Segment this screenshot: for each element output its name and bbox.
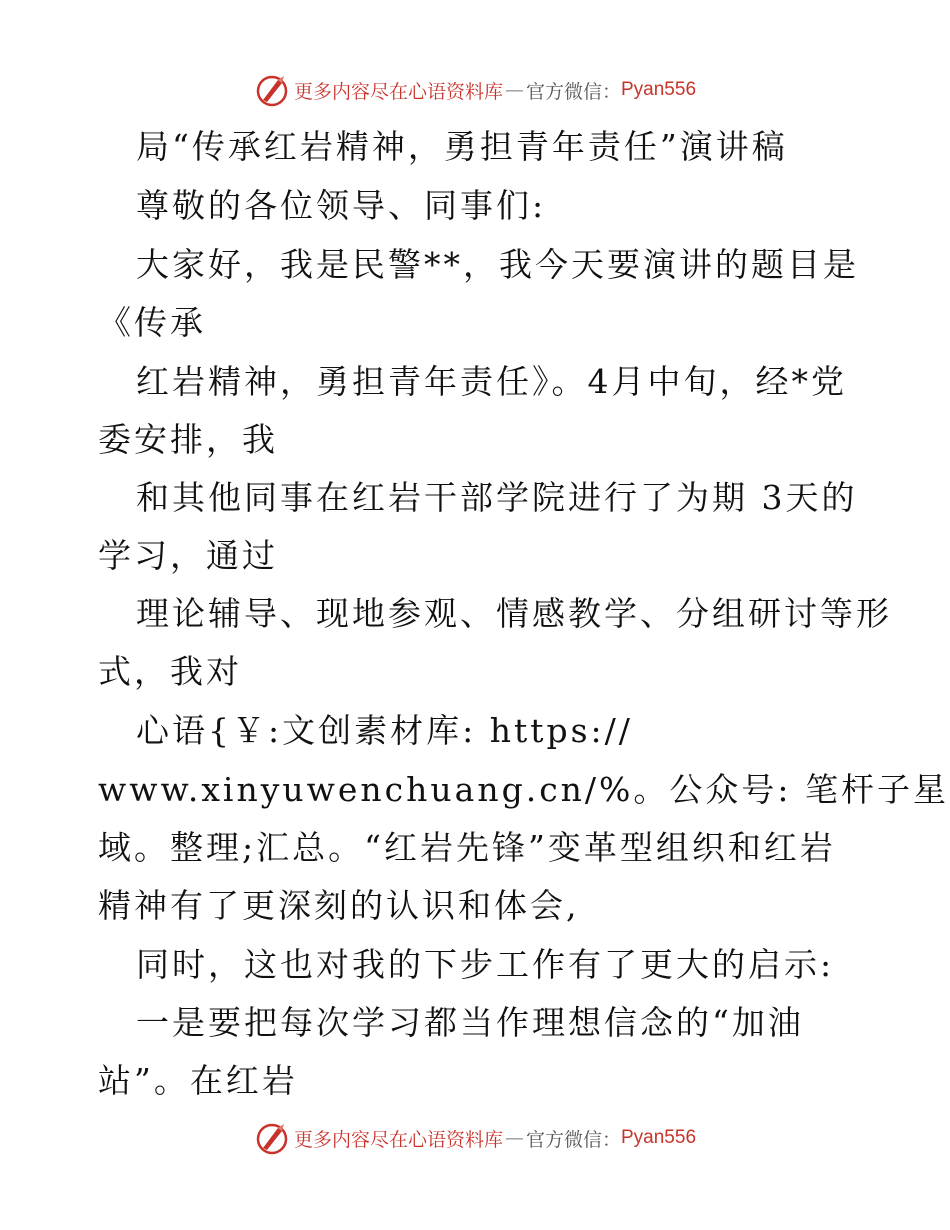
- document-line: 精神有了更深刻的认识和体会,: [98, 886, 580, 925]
- document-line: 心语{￥:文创素材库: https://: [136, 711, 633, 750]
- banner-subtext: 官方微信：: [525, 80, 621, 103]
- document-line-url: www.xinyuwenchuang.cn/%。公众号: 笔杆子星: [98, 770, 950, 809]
- banner-subtext: 官方微信：: [525, 1128, 621, 1151]
- banner-separator: —: [504, 1127, 524, 1149]
- footer-watermark-banner: [0, 1118, 950, 1158]
- document-title: 局“传承红岩精神，勇担青年责任”演讲稿: [136, 127, 788, 166]
- document-line: 学习，通过: [98, 536, 278, 575]
- document-line: 式，我对: [98, 652, 242, 691]
- document-line: 理论辅导、现地参观、情感教学、分组研讨等形: [136, 594, 892, 633]
- pen-feather-icon: [254, 1120, 290, 1156]
- banner-separator: —: [504, 79, 524, 101]
- document-line: 同时，这也对我的下步工作有了更大的启示:: [136, 945, 835, 984]
- banner-text: 更多内容尽在心语资料库: [293, 80, 503, 103]
- document-line: 尊敬的各位领导、同事们:: [136, 186, 547, 225]
- document-line: 站”。在红岩: [98, 1061, 298, 1100]
- header-watermark-banner: [0, 70, 950, 110]
- document-line: 和其他同事在红岩干部学院进行了为期 3天的: [136, 478, 858, 517]
- document-line: 大家好，我是民警**，我今天要演讲的题目是: [136, 245, 859, 284]
- document-line: 《传承: [98, 303, 206, 342]
- document-line: 委安排，我: [98, 420, 278, 459]
- banner-wechat-id: Pyan556: [621, 79, 697, 100]
- document-line: 一是要把每次学习都当作理想信念的“加油: [136, 1003, 804, 1042]
- document-line: 域。整理;汇总。“红岩先锋”变革型组织和红岩: [98, 828, 836, 867]
- pen-feather-icon: [254, 72, 290, 108]
- document-line: 红岩精神，勇担青年责任》。4月中旬，经*党: [136, 362, 847, 401]
- banner-text: 更多内容尽在心语资料库: [293, 1128, 503, 1151]
- banner-wechat-id: Pyan556: [621, 1127, 697, 1148]
